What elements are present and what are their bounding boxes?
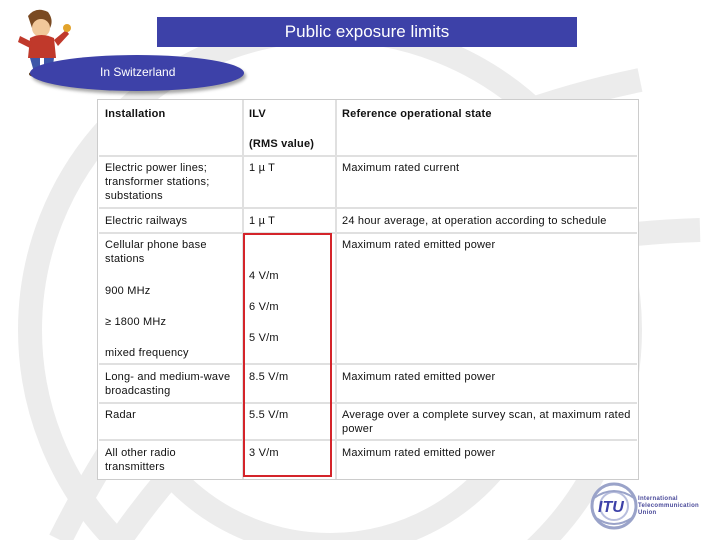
table-row-reference: Maximum rated emitted power bbox=[342, 371, 496, 383]
table-row-installation-1800: ≥ 1800 MHz bbox=[105, 316, 167, 328]
subtitle-text: In Switzerland bbox=[100, 65, 176, 79]
ilv-highlight-box bbox=[243, 233, 332, 477]
table-row-ilv: 1 µ T bbox=[249, 162, 276, 174]
table-row-installation: Electric railways bbox=[105, 215, 188, 227]
row-divider bbox=[99, 363, 637, 365]
exposure-limits-table bbox=[97, 99, 639, 480]
header-ilv: ILV bbox=[249, 108, 266, 120]
table-row-reference: Maximum rated current bbox=[342, 162, 460, 174]
subtitle-badge bbox=[30, 55, 244, 91]
header-ilv-unit: (RMS value) bbox=[249, 138, 315, 150]
row-divider bbox=[99, 402, 637, 404]
table-row-installation: Long- and medium-wave broadcasting bbox=[105, 371, 231, 397]
row-divider bbox=[99, 155, 637, 157]
itu-logo-text: International Telecommunication Union bbox=[638, 496, 699, 516]
table-row-reference: Maximum rated emitted power bbox=[342, 447, 496, 459]
itu-logo-mark: ITU bbox=[598, 499, 624, 516]
table-row-installation: All other radio transmitters bbox=[105, 447, 176, 473]
table-row-ilv-1800: 6 V/m bbox=[249, 301, 279, 313]
header-installation: Installation bbox=[105, 108, 166, 120]
table-row-installation: Cellular phone base stations bbox=[105, 239, 207, 265]
table-row-ilv: 5.5 V/m bbox=[249, 409, 289, 421]
table-row-installation-mixed: mixed frequency bbox=[105, 347, 189, 359]
row-divider bbox=[99, 439, 637, 441]
table-row-reference: 24 hour average, at operation according to schedule bbox=[342, 215, 607, 227]
table-row-ilv: 1 µ T bbox=[249, 215, 276, 227]
slide-title: Public exposure limits bbox=[157, 17, 577, 47]
table-row-ilv-mixed: 5 V/m bbox=[249, 332, 279, 344]
table-row-reference: Maximum rated emitted power bbox=[342, 239, 496, 251]
table-row-reference: Average over a complete survey scan, at maximum rated power bbox=[342, 409, 631, 435]
table-row-installation: Electric power lines; transformer stations; substations bbox=[105, 162, 210, 202]
table-row-installation-900: 900 MHz bbox=[105, 285, 151, 297]
table-row-ilv-900: 4 V/m bbox=[249, 270, 279, 282]
row-divider bbox=[99, 232, 637, 234]
table-row-ilv: 3 V/m bbox=[249, 447, 279, 459]
table-row-ilv: 8.5 V/m bbox=[249, 371, 289, 383]
table-row-installation: Radar bbox=[105, 409, 136, 421]
row-divider bbox=[99, 207, 637, 209]
header-reference: Reference operational state bbox=[342, 108, 492, 120]
